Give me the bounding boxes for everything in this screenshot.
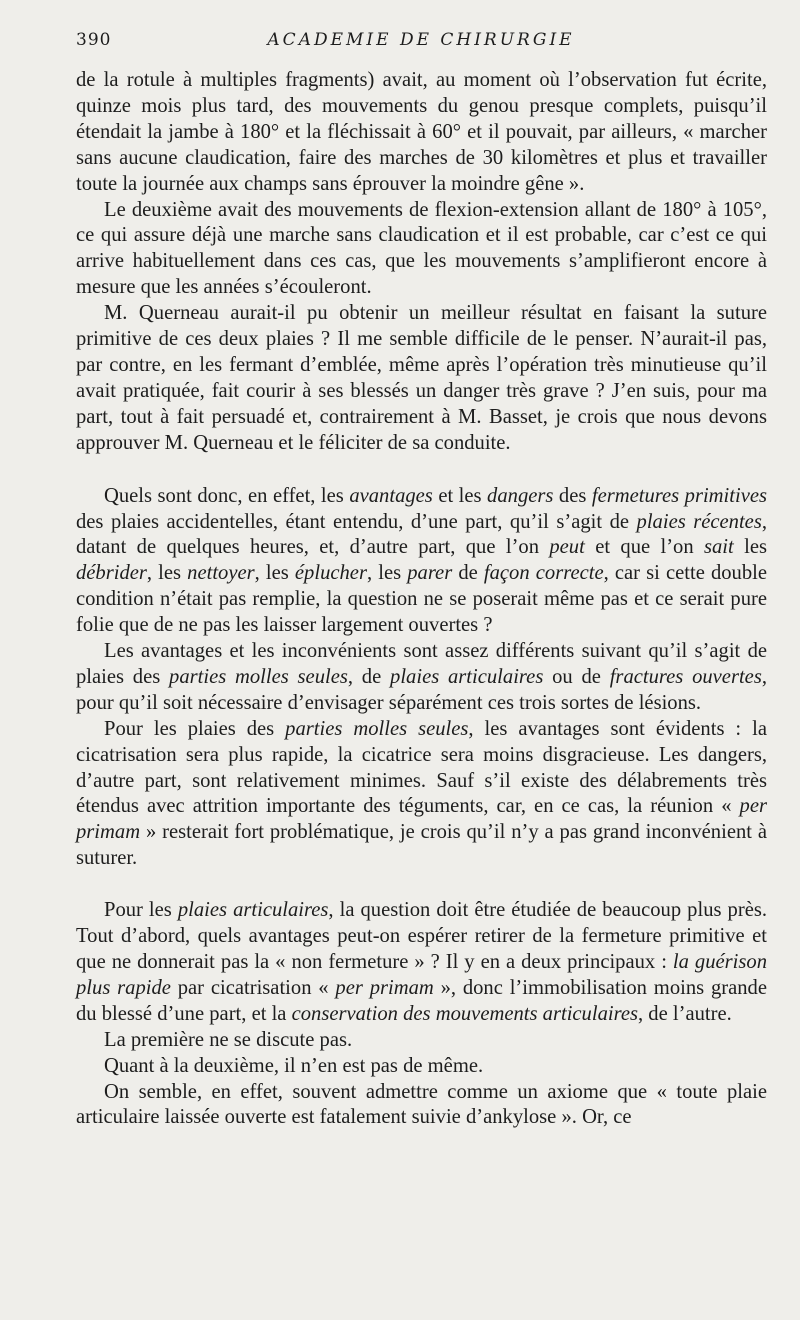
italic-text: plaies articulaires xyxy=(390,665,544,688)
text-run: des xyxy=(553,484,592,507)
italic-text: parties molles seules xyxy=(169,665,348,688)
paragraph xyxy=(76,68,767,198)
page-number: 390 xyxy=(76,30,112,50)
italic-text: fractures ouvertes xyxy=(609,665,762,688)
text-run: , la question doit être étudiée de beaucoup plus près. Tout d’abord, quels avantages peut-on espérer retirer de la fermeture primitive et que ne donnerait pas la « non fermeture » ? Il y en a deux principaux : xyxy=(76,899,767,973)
text-run: par cicatrisation « xyxy=(170,976,336,999)
text-run: Quant à la deuxième, il n’en est pas de même. xyxy=(104,1054,484,1077)
text-run: , pour qu’il soit nécessaire d’envisager séparément ces trois sortes de lésions. xyxy=(76,665,767,714)
text-run: ou de xyxy=(543,665,610,688)
running-title: ACADEMIE DE CHIRURGIE xyxy=(267,30,575,50)
italic-text: nettoyer xyxy=(187,562,255,585)
text-run: et les xyxy=(432,484,488,507)
italic-text: avantages xyxy=(349,484,433,507)
text-run: », donc l’immobilisation moins grande du blessé d’une part, et la xyxy=(76,976,767,1025)
text-run: , les xyxy=(254,562,295,585)
text-run: de xyxy=(452,562,484,585)
italic-text: parer xyxy=(407,562,453,585)
paragraph xyxy=(76,301,767,456)
text-run: , car si cette double condition n’était pas remplie, la question ne se poserait même pas et ce serait pure folie que de ne pas les laisser largement ouvertes ? xyxy=(76,562,767,637)
page-header xyxy=(76,30,766,54)
italic-text: la guérison plus rapide xyxy=(76,951,767,999)
text-run: les xyxy=(733,536,767,559)
italic-text: fermetures primitives xyxy=(591,484,768,507)
italic-text: plaies récentes xyxy=(636,510,762,533)
text-run: » resterait fort problématique, je crois qu’il n’y a pas grand inconvénient à suturer. xyxy=(76,821,767,870)
text-run: , de xyxy=(347,665,391,688)
text-run: On semble, en effet, souvent admettre comme un axiome que « toute plaie articulaire laissée ouverte est fatalement suivie d’ankylose ». Or, ce xyxy=(76,1080,767,1129)
text-run: , les avantages sont évidents : la cicatrisation sera plus rapide, la cicatrice sera moins disgracieuse. Les dangers, d’autre part, sont relativement minimes. Sauf s’il existe des délabrements très étendus avec attrition importante des téguments, car, en ce cas, la réunion « xyxy=(76,717,767,818)
text-run: Quels sont donc, en effet, les xyxy=(104,484,350,507)
text-run: et que l’on xyxy=(584,536,704,559)
text-run: de la rotule à multiples fragments) avait, au moment où l’observation fut écrite, quinze mois plus tard, des mouvements du genou presque complets, puisqu’il étendait la jambe à 180° et la fléchissait à 60° et il pouvait, par ailleurs, « marcher sans aucune claudication, faire des marches de 30 kilomètres et plus et travailler toute la journée aux champs sans éprouver la moindre gêne ». xyxy=(76,69,767,195)
italic-text: parties molles seules xyxy=(285,717,469,740)
italic-text: per primam xyxy=(335,976,434,999)
italic-text: façon correcte xyxy=(483,562,604,585)
italic-text: éplucher xyxy=(294,562,367,585)
text-run: Pour les xyxy=(104,899,178,922)
text-run: , les xyxy=(146,562,188,585)
text-run: , les xyxy=(366,562,408,585)
text-run: Le deuxième avait des mouvements de flexion-extension allant de 180° à 105°, ce qui assure déjà une marche sans claudication et il est probable, car c’est ce qui arrive habituellement dans ces cas, que les mouvements s’amplifieront encore à mesure que les années s’écouleront. xyxy=(76,198,767,299)
italic-text: débrider xyxy=(76,562,147,585)
paragraph xyxy=(76,717,767,872)
body-text xyxy=(76,68,767,1131)
paragraph xyxy=(76,639,767,717)
text-run: des plaies accidentelles, étant entendu, d’une part, qu’il s’agit de xyxy=(76,510,637,533)
italic-text: peut xyxy=(549,536,585,559)
text-run: , datant de quelques heures, et, d’autre part, que l’on xyxy=(76,510,767,559)
italic-text: sait xyxy=(704,536,734,559)
paragraph xyxy=(76,484,767,639)
text-run: Pour les plaies des xyxy=(104,717,286,740)
text-run: M. Querneau aurait-il pu obtenir un meilleur résultat en faisant la suture primitive de ces deux plaies ? Il me semble difficile de le penser. N’aurait-il pas, par contre, en les fermant d’emblée, même après l’opération très minutieuse qu’il avait pratiquée, fait courir à ses blessés un danger très grave ? J’en suis, pour ma part, tout à fait persuadé et, contrairement à M. Basset, je crois que nous devons approuver M. Querneau et le féliciter de sa conduite. xyxy=(76,302,767,454)
italic-text: plaies articulaires xyxy=(177,899,329,922)
text-run: La première ne se discute pas. xyxy=(104,1028,353,1051)
paragraph xyxy=(76,198,767,302)
text-run: , de l’autre. xyxy=(638,1002,732,1025)
paragraph xyxy=(76,1054,767,1080)
paragraph xyxy=(76,898,767,1028)
paragraph xyxy=(76,1080,767,1132)
text-run: Les avantages et les inconvénients sont assez différents suivant qu’il s’agit de plaies des xyxy=(76,640,767,688)
paragraph xyxy=(76,1028,767,1054)
italic-text: conservation des mouvements articulaires xyxy=(291,1002,638,1025)
italic-text: dangers xyxy=(487,484,554,507)
italic-text: per primam xyxy=(76,795,767,844)
